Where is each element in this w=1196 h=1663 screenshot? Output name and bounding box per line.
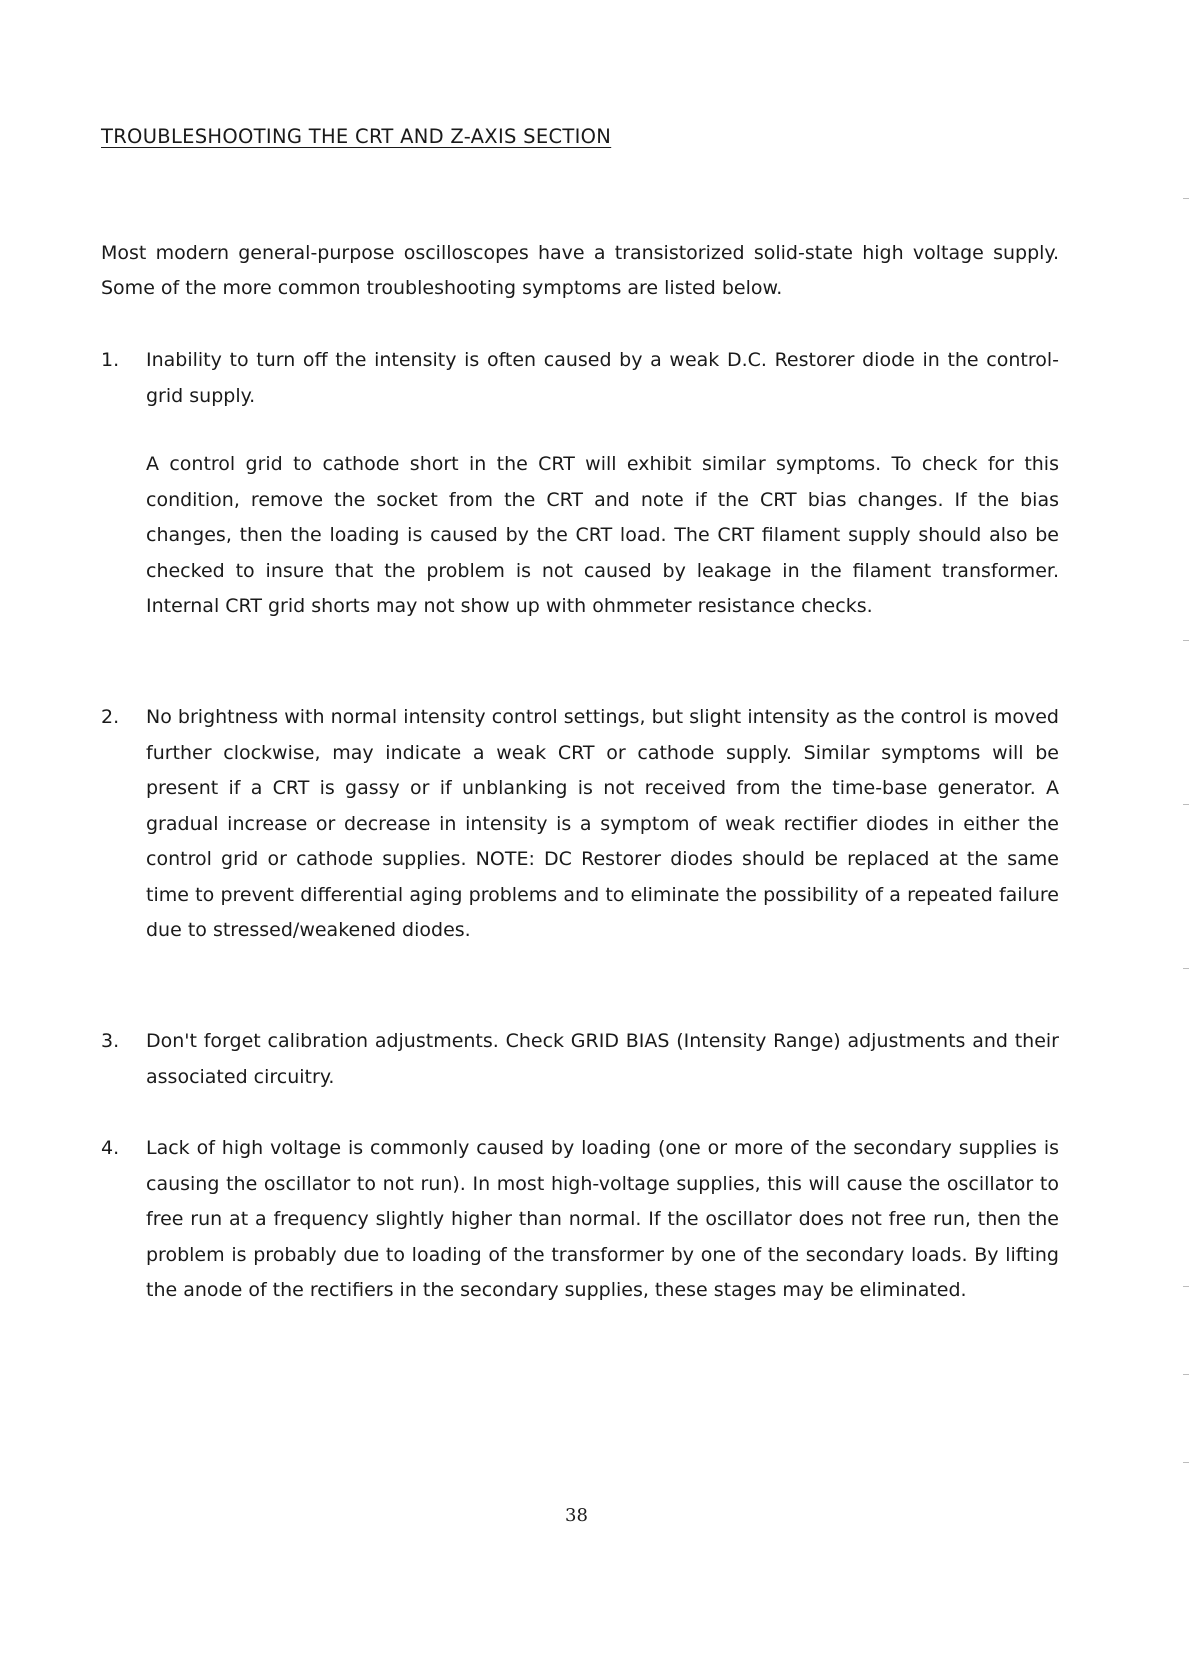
scan-margin-mark [1183,1462,1189,1463]
item-paragraph: Inability to turn off the intensity is often caused by a weak D.C. Restorer diode in the control-grid supply. [146,349,1059,407]
item-paragraph: No brightness with normal intensity control settings, but slight intensity as the control is moved further clockwise, may indicate a weak CRT or cathode supply. Similar symptoms will be present if a CRT is gassy or if unblanking is not received from the time-base generator. A gradual increase or decrease in intensity is a symptom of weak rectifier diodes in either the control grid or cathode supplies. NOTE: DC Restorer diodes should be replaced at the same time to prevent differential aging problems and to eliminate the possibility of a repeated failure due to stressed/weakened diodes. [146,706,1059,941]
scan-margin-mark [1183,804,1189,805]
scan-margin-mark [1183,968,1189,969]
list-item [101,1024,1059,1095]
item-paragraph: Don't forget calibration adjustments. Check GRID BIAS (Intensity Range) adjustments and their associated circuitry. [146,1030,1059,1088]
item-number: 3. [101,1030,120,1052]
scan-margin-mark [1183,1374,1189,1375]
list-item [101,700,1059,949]
item-body [146,1024,1059,1095]
page-number: 38 [565,1505,588,1526]
list-item [101,1131,1059,1309]
intro-paragraph: Most modern general-purpose oscilloscopes have a transistorized solid-state high voltage supply. Some of the more common troubleshooting symptoms are listed below. [101,242,1059,299]
section-title: TROUBLESHOOTING THE CRT AND Z-AXIS SECTION [101,125,612,148]
item-number: 2. [101,706,120,728]
scan-margin-mark [1183,640,1189,641]
item-body [146,1131,1059,1309]
item-paragraph: Lack of high voltage is commonly caused by loading (one or more of the secondary supplies is causing the oscillator to not run). In most high-voltage supplies, this will cause the oscillator to free run at a frequency slightly higher than normal. If the oscillator does not free run, then the problem is probably due to loading of the transformer by one of the secondary loads. By lifting the anode of the rectifiers in the secondary supplies, these stages may be eliminated. [146,1137,1059,1301]
scan-margin-mark [1183,1286,1189,1287]
item-number: 4. [101,1137,120,1159]
item-body [146,700,1059,949]
list-item [101,343,1059,625]
item-body [146,343,1059,625]
scan-margin-mark [1183,198,1189,199]
item-paragraph: A control grid to cathode short in the CRT will exhibit similar symptoms. To check for this condition, remove the socket from the CRT and note if the CRT bias changes. If the bias changes, then the loading is caused by the CRT load. The CRT filament supply should also be checked to insure that the problem is not caused by leakage in the filament transformer. Internal CRT grid shorts may not show up with ohmmeter resistance checks. [146,453,1059,617]
item-number: 1. [101,349,120,371]
